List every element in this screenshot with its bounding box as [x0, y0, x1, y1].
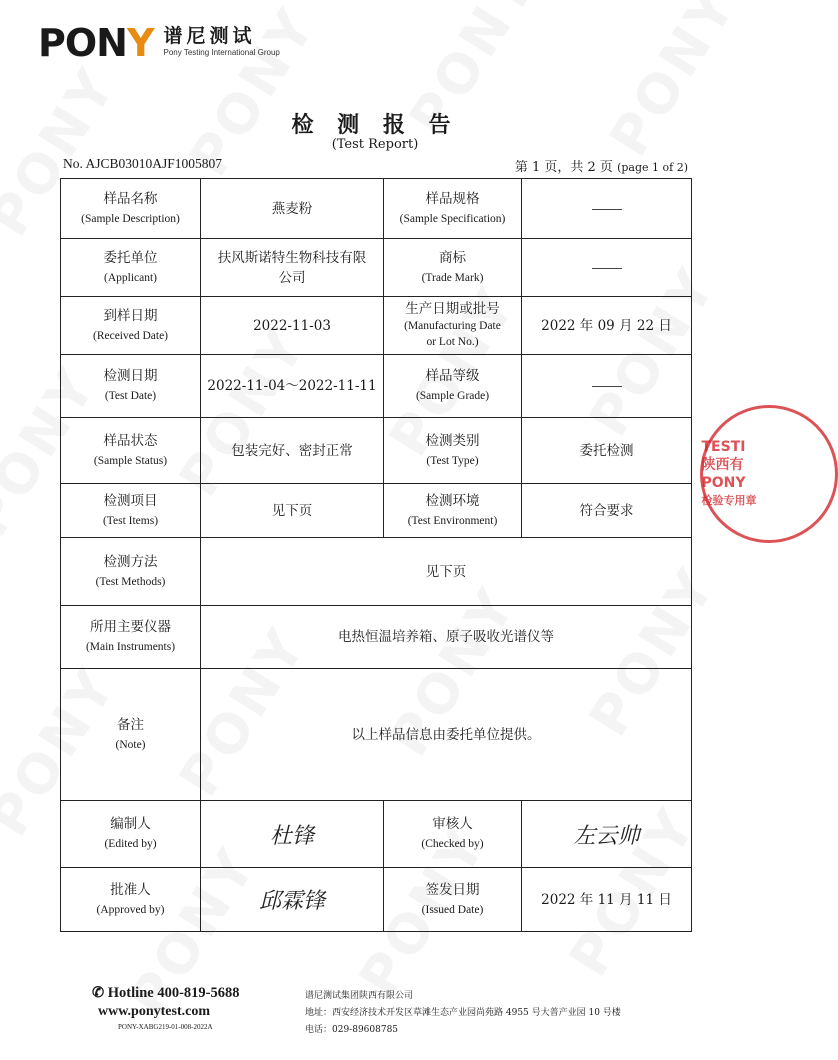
test-date-label: 检测日期: [103, 368, 158, 384]
label-cell: [384, 484, 522, 538]
test-methods-value: 见下页: [201, 538, 692, 606]
label-cell: [384, 801, 522, 868]
label-cell: [384, 179, 522, 239]
label-cell: [61, 868, 201, 932]
logo-english-name: Pony Testing International Group: [163, 48, 280, 57]
footer-contact: [305, 988, 621, 1039]
test-environment-label-en: (Test Environment): [407, 514, 498, 527]
page-info-cn: 第 1 页，共 2 页: [514, 160, 613, 175]
approved-by-label-en: (Approved by): [96, 903, 165, 916]
table-row: [61, 801, 692, 868]
label-cell: [384, 418, 522, 484]
checked-by-label-en: (Checked by): [421, 838, 484, 850]
test-items-label-en: (Test Items): [102, 514, 159, 527]
report-table: [60, 178, 692, 932]
label-cell: [61, 484, 201, 538]
label-cell: [61, 538, 201, 606]
test-methods-label-en: (Test Methods): [95, 575, 166, 588]
label-cell: [61, 606, 201, 669]
issued-date-value: 2022 年 11 月 11 日: [522, 868, 692, 932]
footer-website[interactable]: www.ponytest.com: [98, 1004, 210, 1019]
trademark-value: [522, 239, 692, 297]
stamp-text: TESTI: [701, 439, 746, 455]
label-cell: [61, 239, 201, 297]
received-date-value: 2022-11-03: [201, 297, 384, 355]
received-date-label: 到样日期: [103, 307, 158, 324]
label-cell: [384, 355, 522, 418]
test-type-label: 检测类别: [425, 432, 480, 449]
main-instruments-label: 所用主要仪器: [90, 619, 171, 635]
applicant-value-line2: 公司: [278, 269, 306, 286]
logo-wordmark: [38, 21, 154, 65]
report-number: No. AJCB03010AJF1005807: [63, 156, 223, 171]
label-cell: [61, 179, 201, 239]
applicant-label-en: (Applicant): [103, 271, 157, 284]
approved-by-label: 批准人: [110, 881, 151, 898]
footer-hotline: [92, 985, 239, 1002]
sample-status-label: 样品状态: [103, 432, 158, 449]
sample-grade-value: [522, 355, 692, 418]
checked-by-signature: 左云帅: [573, 823, 640, 849]
test-items-value: 见下页: [201, 484, 384, 538]
table-row: [61, 484, 692, 538]
sample-status-value: 包装完好、密封正常: [201, 418, 384, 484]
sample-spec-label: 样品规格: [425, 190, 480, 207]
test-environment-label: 检测环境: [425, 492, 480, 509]
footer-phone: 电话：029-89608785: [305, 1025, 399, 1035]
test-methods-label: 检测方法: [103, 553, 158, 570]
label-cell: [384, 239, 522, 297]
test-date-label-en: (Test Date): [104, 390, 157, 402]
note-value: 以上样品信息由委托单位提供。: [201, 669, 692, 801]
test-date-value: 2022-11-04～2022-11-11: [201, 355, 384, 418]
footer-address: 地址：西安经济技术开发区草滩生态产业园尚苑路 4955 号大普产业园 10 号楼: [305, 1008, 621, 1018]
trademark-label-en: (Trade Mark): [421, 271, 484, 284]
table-row: [61, 355, 692, 418]
trademark-label: 商标: [439, 249, 466, 266]
report-title: 检 测 报 告: [291, 112, 459, 138]
note-label: 备注: [117, 716, 144, 733]
sample-grade-label-en: (Sample Grade): [415, 390, 490, 402]
issued-date-label: 签发日期: [425, 881, 480, 898]
label-cell: [61, 801, 201, 868]
edited-by-signature: 杜锋: [269, 823, 314, 849]
test-type-value: 委托检测: [522, 418, 692, 484]
stamp-text: 检验专用章: [701, 494, 757, 507]
footer-form-code: PONY-XABG219-01-008-2022A: [118, 1023, 213, 1031]
label-cell: [61, 418, 201, 484]
sample-description-label-en: (Sample Description): [81, 212, 180, 225]
logo-word: PON: [38, 21, 127, 65]
applicant-value: [201, 239, 384, 297]
table-row: [61, 669, 692, 801]
approved-by-signature-cell: [201, 868, 384, 932]
page-info: [515, 156, 688, 175]
table-row: [61, 297, 692, 355]
edited-by-label: 编制人: [110, 816, 151, 832]
main-instruments-value: 电热恒温培养箱、原子吸收光谱仪等: [201, 606, 692, 669]
manufacturing-date-label-en: (Manufacturing Date: [404, 320, 501, 332]
manufacturing-date-label: 生产日期或批号: [405, 301, 500, 317]
footer-company: 谱尼测试集团陕西有限公司: [305, 991, 414, 1001]
test-type-label-en: (Test Type): [426, 454, 479, 467]
logo-chinese-name: 谱尼测试: [163, 25, 256, 47]
sample-status-label-en: (Sample Status): [93, 454, 168, 467]
empty-dash: [592, 386, 622, 387]
hotline-text: Hotline 400-819-5688: [107, 985, 240, 1001]
table-row: [61, 418, 692, 484]
logo-word-accent: Y: [126, 21, 154, 65]
issued-date-label-en: (Issued Date): [421, 903, 484, 916]
note-label-en: (Note): [115, 738, 146, 751]
sample-grade-label: 样品等级: [425, 368, 480, 384]
edited-by-signature-cell: [201, 801, 384, 868]
table-row: [61, 239, 692, 297]
sample-description-label: 样品名称: [103, 190, 158, 207]
empty-dash: [592, 209, 622, 210]
sample-description-value: 燕麦粉: [201, 179, 384, 239]
empty-dash: [592, 268, 622, 269]
label-cell: [61, 355, 201, 418]
table-row: [61, 179, 692, 239]
page-info-en: (page 1 of 2): [617, 161, 688, 174]
report-subtitle: (Test Report): [331, 137, 419, 152]
main-instruments-label-en: (Main Instruments): [85, 641, 176, 653]
applicant-label: 委托单位: [103, 249, 158, 266]
stamp-text: 陕西有: [701, 457, 744, 473]
label-cell: [61, 669, 201, 801]
phone-icon: ✆: [92, 985, 105, 1001]
applicant-value-line1: 扶风斯诺特生物科技有限: [217, 249, 367, 266]
label-cell: [384, 868, 522, 932]
test-environment-value: 符合要求: [522, 484, 692, 538]
table-row: [61, 868, 692, 932]
label-cell: [384, 297, 522, 355]
seal-stamp: [700, 405, 838, 543]
stamp-text: PONY: [701, 475, 746, 491]
checked-by-signature-cell: [522, 801, 692, 868]
edited-by-label-en: (Edited by): [104, 838, 157, 850]
label-cell: [61, 297, 201, 355]
received-date-label-en: (Received Date): [92, 329, 169, 342]
table-row: [61, 538, 692, 606]
test-items-label: 检测项目: [103, 492, 158, 509]
approved-by-signature: 邱霖锋: [258, 889, 325, 914]
checked-by-label: 审核人: [432, 816, 473, 832]
table-row: [61, 606, 692, 669]
manufacturing-date-label-en-2: or Lot No.): [426, 336, 479, 348]
sample-spec-label-en: (Sample Specification): [399, 212, 506, 225]
manufacturing-date-value: 2022 年 09 月 22 日: [522, 297, 692, 355]
sample-spec-value: [522, 179, 692, 239]
company-logo: [38, 21, 280, 65]
